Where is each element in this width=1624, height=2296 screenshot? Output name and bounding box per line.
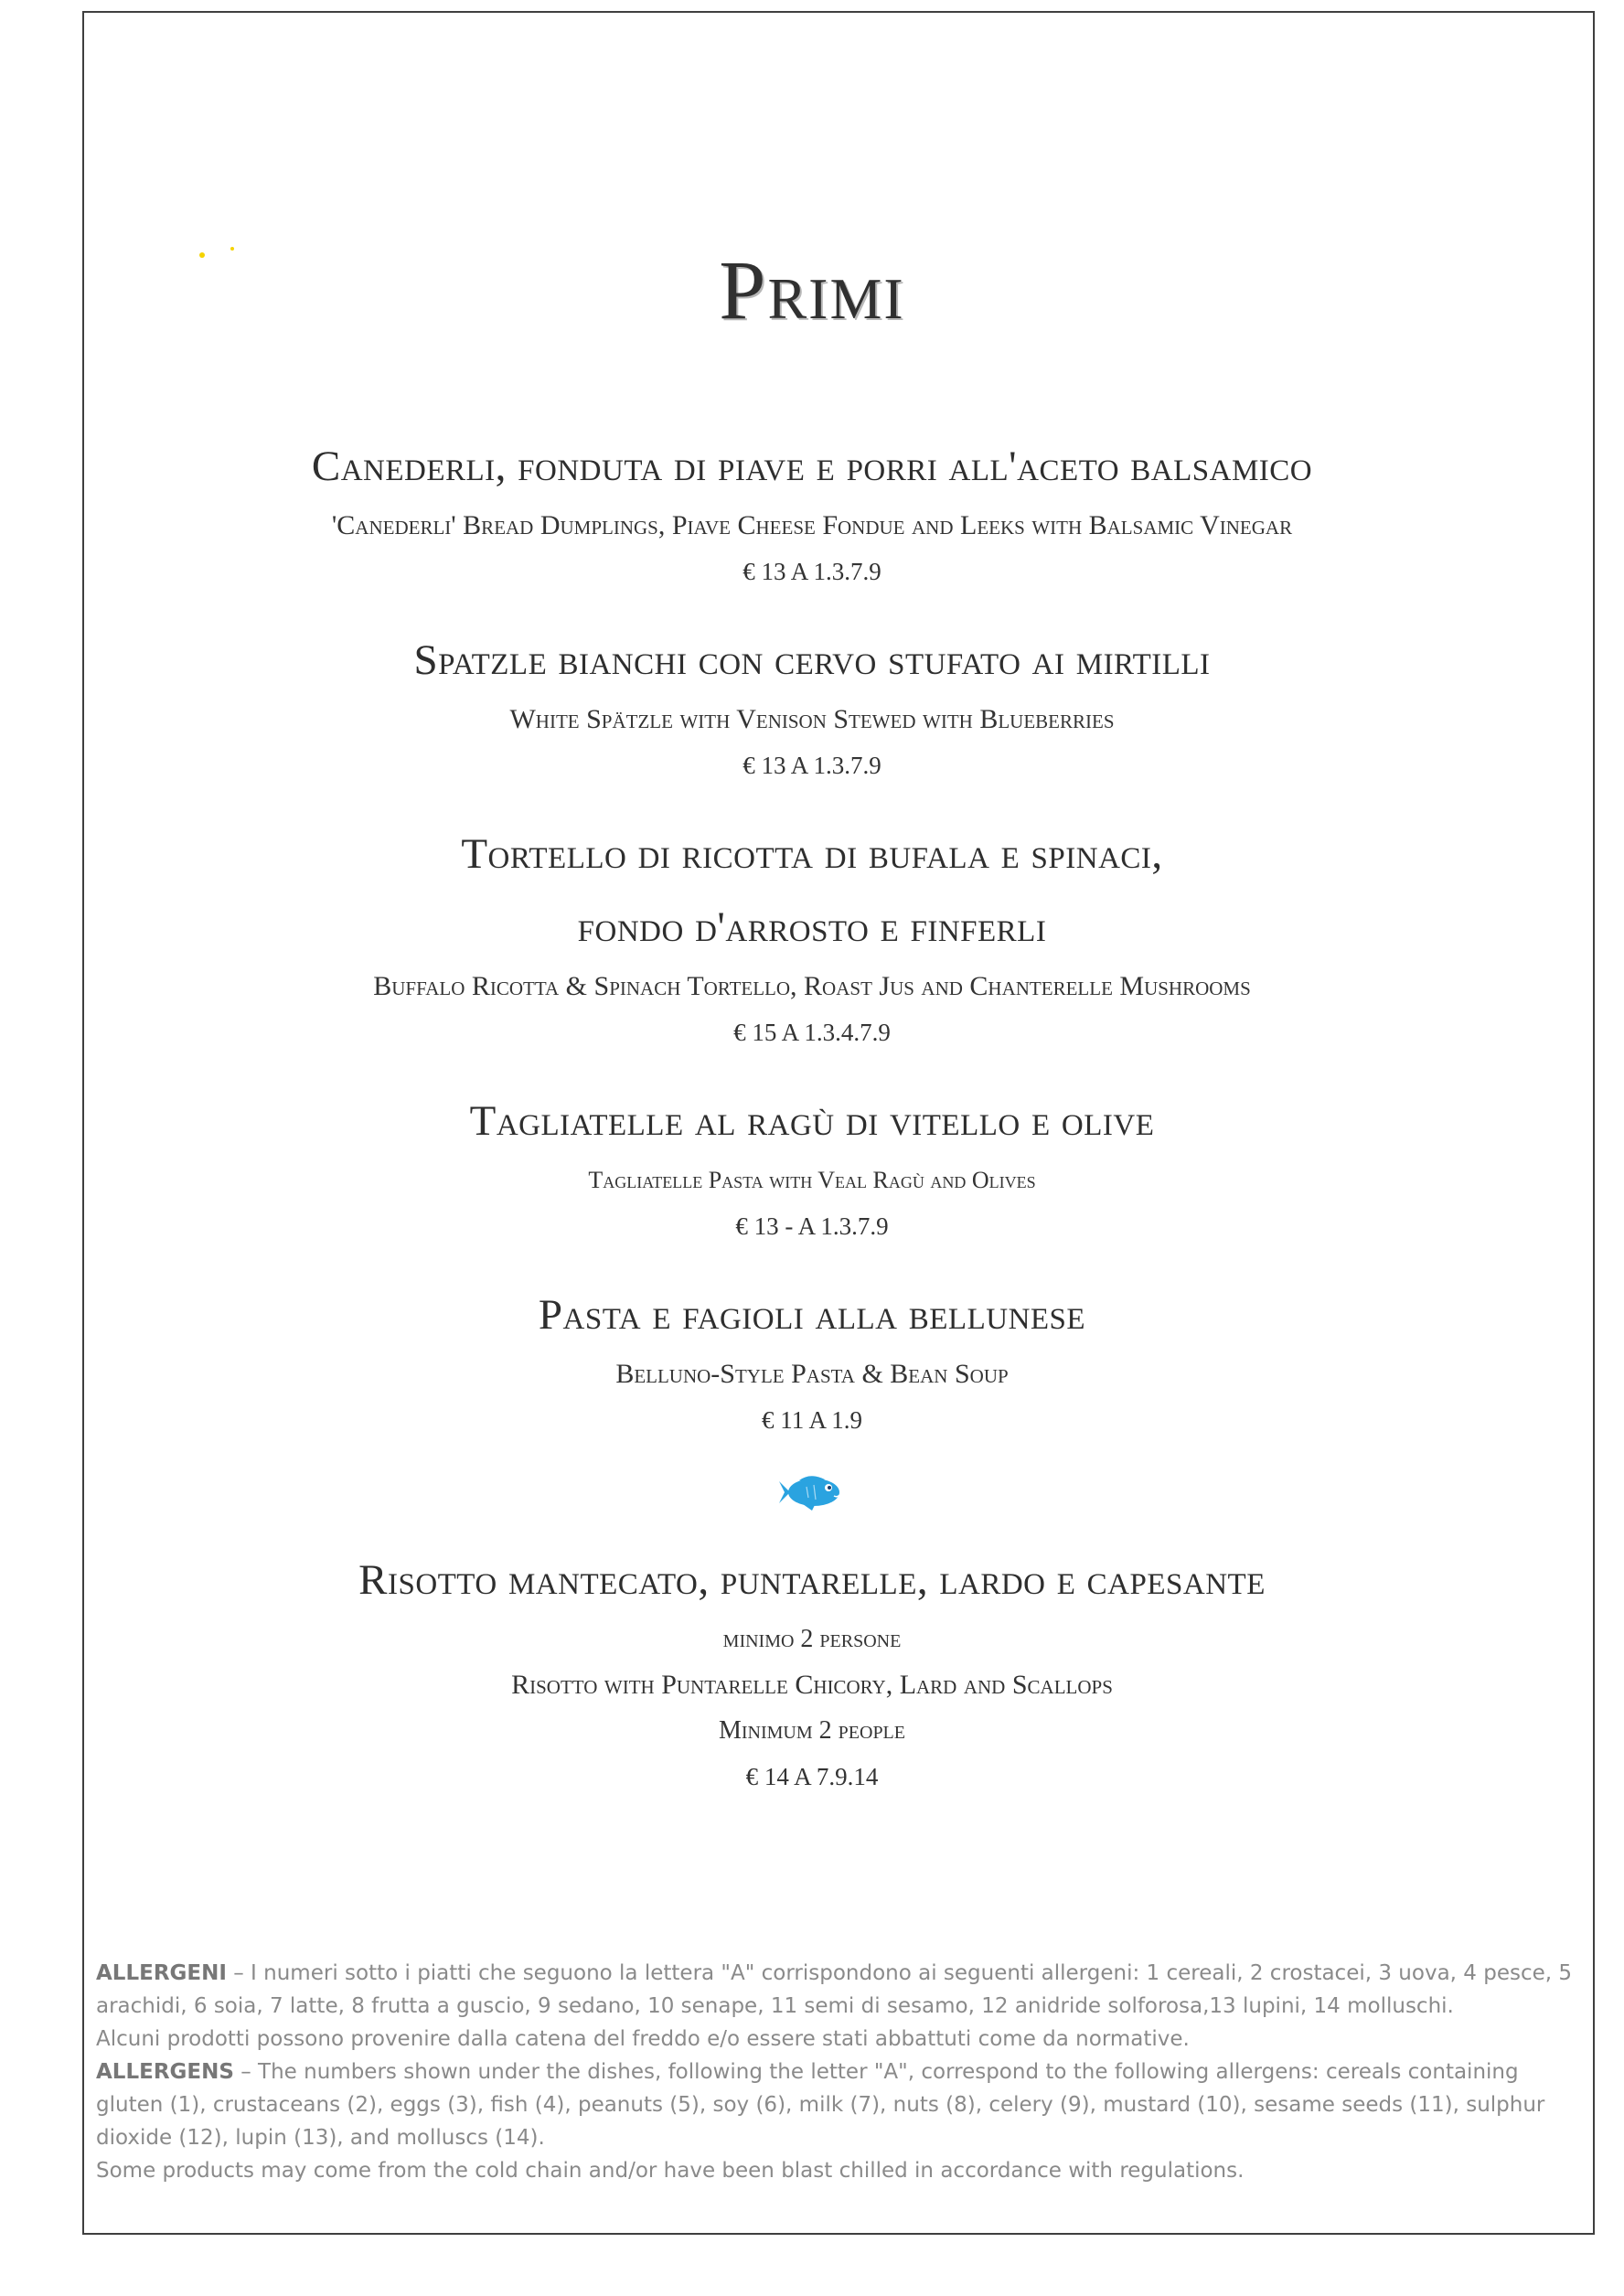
page-title: Primi (719, 243, 905, 336)
dish-italian-name: Risotto mantecato, puntarelle, lardo e capesante (358, 1556, 1266, 1604)
menu-list (0, 430, 1624, 1829)
dish-note-english: Minimum 2 people (718, 1716, 905, 1745)
dish-price: € 13 A 1.3.7.9 (743, 558, 881, 585)
dish-english-name: Buffalo Ricotta & Spinach Tortello, Roast Jus and Chanterelle Mushrooms (373, 971, 1251, 1001)
dish-english-name: White Spätzle with Venison Stewed with Blueberries (509, 704, 1115, 734)
dish-english-name: Belluno-Style Pasta & Bean Soup (615, 1359, 1009, 1389)
allergens-italian (96, 1957, 1587, 2023)
fish-icon (775, 1472, 849, 1512)
allergens-english-text: – The numbers shown under the dishes, following the letter "A", correspond to the following allergens: cereals containing gluten (1), crustaceans (2), eggs (3), fish (4), peanuts (5), soy (6), milk (7), nuts (8), celery (9), mustard (10), sesame seeds (11), sulphur dioxide (12), lupin (13), and molluscs (14). (96, 2060, 1545, 2150)
dish-italian-name-line2: fondo d'arrosto e finferli (577, 903, 1047, 951)
dish-english-name: Tagliatelle Pasta with Veal Ragù and Olives (588, 1167, 1036, 1193)
dish-english-name: 'Canederli' Bread Dumplings, Piave Cheese Fondue and Leeks with Balsamic Vinegar (331, 510, 1293, 540)
dish-tortello (0, 817, 1624, 1055)
dish-note-italian: minimo 2 persone (722, 1625, 902, 1653)
dish-tagliatelle (0, 1084, 1624, 1249)
dish-canederli (0, 430, 1624, 594)
dish-italian-name: Canederli, fonduta di piave e porri all'aceto balsamico (311, 443, 1313, 490)
dish-italian-name: Pasta e fagioli alla bellunese (538, 1291, 1086, 1339)
allergens-italian-text: – I numeri sotto i piatti che seguono la lettera "A" corrispondono ai seguenti allergeni: 1 cereali, 2 crostacei, 3 uova, 4 pesce, 5 arachidi, 6 soia, 7 latte, 8 frutta a guscio, 9 sedano, 10 senape, 11 semi di sesamo, 12 anidride solforosa,13 lupini, 14 molluschi. (96, 1961, 1573, 2018)
dish-price: € 13 A 1.3.7.9 (743, 752, 881, 779)
dish-price: € 11 A 1.9 (761, 1406, 863, 1434)
allergens-english (96, 2056, 1587, 2154)
dish-english-name: Risotto with Puntarelle Chicory, Lard and Scallops (511, 1670, 1113, 1700)
dish-price: € 15 A 1.3.4.7.9 (733, 1019, 891, 1046)
dish-pasta-fagioli (0, 1278, 1624, 1443)
dish-spatzle (0, 624, 1624, 788)
dish-price: € 14 A 7.9.14 (745, 1763, 879, 1790)
dish-italian-name-line1: Tortello di ricotta di bufala e spinaci, (461, 830, 1163, 878)
allergens-italian-note: Alcuni prodotti possono provenire dalla catena del freddo e/o essere stati abbattuti come da normative. (96, 2027, 1190, 2051)
allergens-english-label: ALLERGENS (96, 2060, 234, 2084)
dish-italian-name: Spatzle bianchi con cervo stufato ai mirtilli (413, 636, 1211, 684)
allergens-italian-label: ALLERGENI (96, 1961, 227, 1985)
dish-price: € 13 - A 1.3.7.9 (735, 1212, 889, 1240)
allergens-english-note: Some products may come from the cold chain and/or have been blast chilled in accordance with regulations. (96, 2159, 1245, 2183)
dish-risotto (0, 1543, 1624, 1799)
allergens-section (96, 1957, 1587, 2187)
dish-italian-name: Tagliatelle al ragù di vitello e olive (469, 1097, 1155, 1145)
